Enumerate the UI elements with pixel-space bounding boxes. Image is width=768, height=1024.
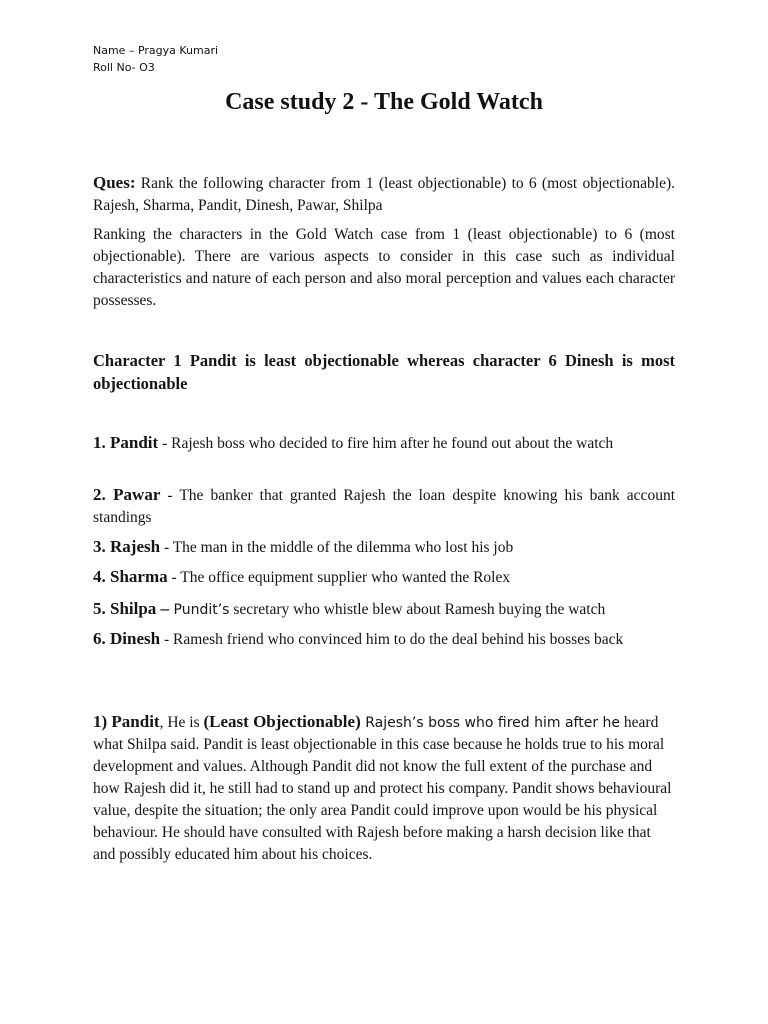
detail-paragraph [93,711,675,866]
ranking-desc: - The office equipment supplier who wanted the Rolex [167,569,511,586]
detail-body: heard what Shilpa said. Pandit is least objectionable in this case because he holds true to his moral development and values. Although Pandit did not know the full extent of the purchase and how Rajesh did it, he still had to stand up and protect his company. Pandit shows behavioural value, despite the situation; the only area Pandit could improve upon would be his physical behaviour. He should have consulted with Rajesh before making a harsh decision like that and possibly educated him about his choices. [93,714,672,863]
question-text: Rank the following character from 1 (least objectionable) to 6 (most objectionable). Rajesh, Sharma, Pandit, Dinesh, Pawar, Shilpa [93,175,675,214]
ranking-label: 1. Pandit [93,433,159,452]
ranking-item [93,628,675,651]
ranking-desc-name: Pundit’s [169,602,230,618]
ranking-label: 2. Pawar [93,485,161,504]
ranking-item [93,566,675,589]
detail-after-label: , He is [159,714,204,731]
page-title: Case study 2 - The Gold Watch [225,89,543,115]
ranking-desc: - The banker that granted Rajesh the loan despite knowing his bank account standings [93,487,675,526]
ranking-label: 4. Sharma [93,567,168,586]
detail-least-label: (Least Objectionable) [203,712,361,731]
ranking-desc: - The man in the middle of the dilemma who lost his job [160,539,514,556]
roll-number: Roll No- O3 [93,61,155,74]
character-heading: Character 1 Pandit is least objectionable whereas character 6 Dinesh is most objectionable [93,351,675,393]
ranking-desc: secretary who whistle blew about Ramesh buying the watch [229,601,606,618]
question-paragraph [93,172,675,217]
ranking-label: 5. Shilpa – [93,599,170,618]
detail-label: 1) Pandit [93,712,160,731]
author-name: Name – Pragya Kumari [93,44,219,57]
ranking-desc: - Ramesh friend who convinced him to do the deal behind his bosses back [160,631,624,648]
ranking-label: 6. Dinesh [93,629,161,648]
ranking-item [93,484,675,529]
ranking-item [93,598,675,621]
detail-sans-part: Rajesh’s boss who fired him after he [360,715,621,731]
ranking-desc: - Rajesh boss who decided to fire him after he found out about the watch [158,435,614,452]
ranking-label: 3. Rajesh [93,537,161,556]
question-label: Ques: [93,173,136,192]
ranking-item [93,536,675,559]
ranking-item [93,432,675,455]
intro-paragraph: Ranking the characters in the Gold Watch case from 1 (least objectionable) to 6 (most objectionable). There are various aspects to consider in this case such as individual characteristics and nature of each person and also moral perception and values each character possesses. [93,226,675,309]
